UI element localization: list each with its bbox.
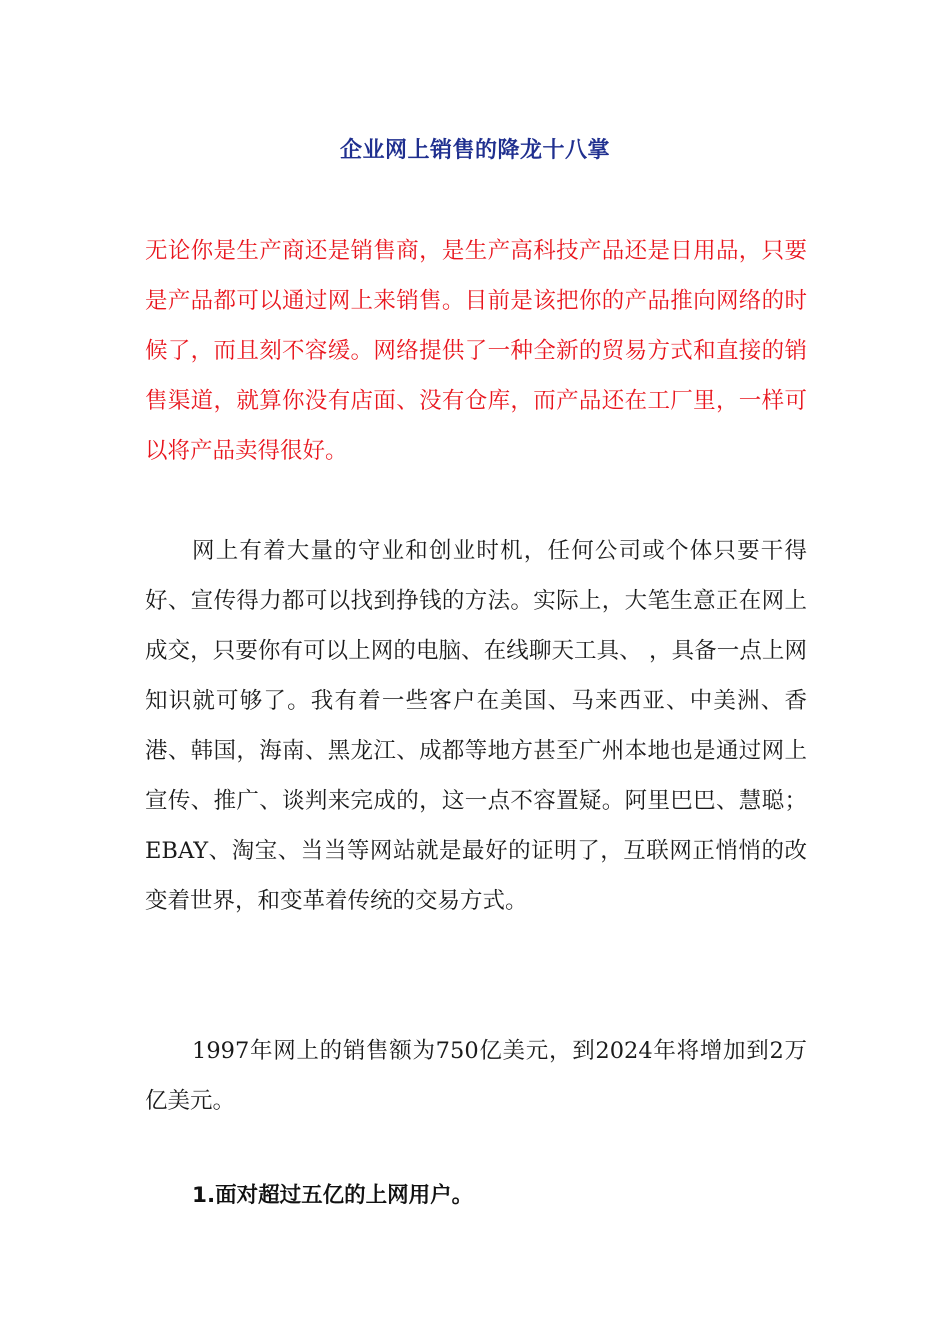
section-heading-1: 1.面对超过五亿的上网用户。 xyxy=(192,1183,474,1208)
intro-paragraph: 无论你是生产商还是销售商，是生产高科技产品还是日用品，只要是产品都可以通过网上来销售。目前是该把你的产品推向网络的时候了，而且刻不容缓。网络提供了一种全新的贸易方式和直接的销售渠道，就算你没有店面、没有仓库，而产品还在工厂里，一样可以将产品卖得很好。 xyxy=(145,238,807,464)
body-paragraph-online-opportunities: 网上有着大量的守业和创业时机，任何公司或个体只要干得好、宣传得力都可以找到挣钱的方法。实际上，大笔生意正在网上成交，只要你有可以上网的电脑、在线聊天工具、 ，具备一点上网知识就可够了。我有着一些客户在美国、马来西亚、中美洲、香港、韩国，海南、黑龙江、成都等地方甚至广州本地也是通过网上宣传、推广、谈判来完成的，这一点不容置疑。阿里巴巴、慧聪；EBAY、淘宝、当当等网站就是最好的证明了，互联网正悄悄的改变着世界，和变革着传统的交易方式。 xyxy=(145,538,807,914)
document-title: 企业网上销售的降龙十八掌 xyxy=(339,138,610,163)
body-paragraph-sales-figures: 1997年网上的销售额为750亿美元，到2024年将增加到2万亿美元。 xyxy=(145,1038,807,1114)
